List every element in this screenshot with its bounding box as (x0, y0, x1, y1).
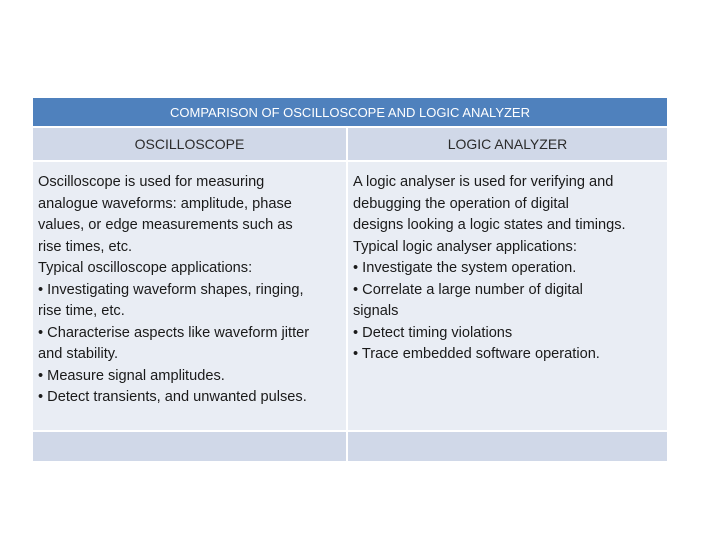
text-line: • Characterise aspects like waveform jitter (38, 324, 310, 341)
text-line: signals (353, 303, 399, 319)
text-line: • Investigate the system operation. (353, 260, 577, 276)
text-line: Typical logic analyser applications: (353, 238, 577, 255)
comparison-table (33, 98, 667, 461)
text-line: rise times, etc. (38, 238, 133, 255)
table-title: COMPARISON OF OSCILLOSCOPE AND LOGIC ANALYZER (33, 98, 667, 128)
text-line: Typical oscilloscope applications: (38, 260, 253, 276)
text-line: and stability. (38, 346, 119, 362)
text-line: A logic analyser is used for verifying and (353, 174, 614, 190)
text-line: • Measure signal amplitudes. (38, 367, 225, 384)
text-line: debugging the operation of digital (353, 195, 569, 212)
content-row (33, 162, 667, 432)
text-line: • Correlate a large number of digital (353, 281, 583, 298)
logic-analyzer-description (348, 162, 667, 432)
header-oscilloscope: OSCILLOSCOPE (33, 128, 348, 162)
text-line: • Detect transients, and unwanted pulses. (38, 389, 307, 405)
text-line: rise time, etc. (38, 303, 125, 319)
oscilloscope-description (33, 162, 348, 432)
text-line: • Detect timing violations (353, 324, 513, 341)
text-line: Oscilloscope is used for measuring (38, 174, 265, 190)
text-line: analogue waveforms: amplitude, phase (38, 195, 292, 212)
text-line: designs looking a logic states and timings. (353, 217, 626, 233)
empty-row (33, 432, 667, 461)
header-logic-analyzer: LOGIC ANALYZER (348, 128, 667, 162)
empty-cell (33, 432, 348, 461)
header-row (33, 128, 667, 162)
text-line: • Trace embedded software operation. (353, 346, 600, 362)
text-line: • Investigating waveform shapes, ringing, (38, 281, 304, 298)
empty-cell (348, 432, 667, 461)
text-line: values, or edge measurements such as (38, 217, 293, 233)
